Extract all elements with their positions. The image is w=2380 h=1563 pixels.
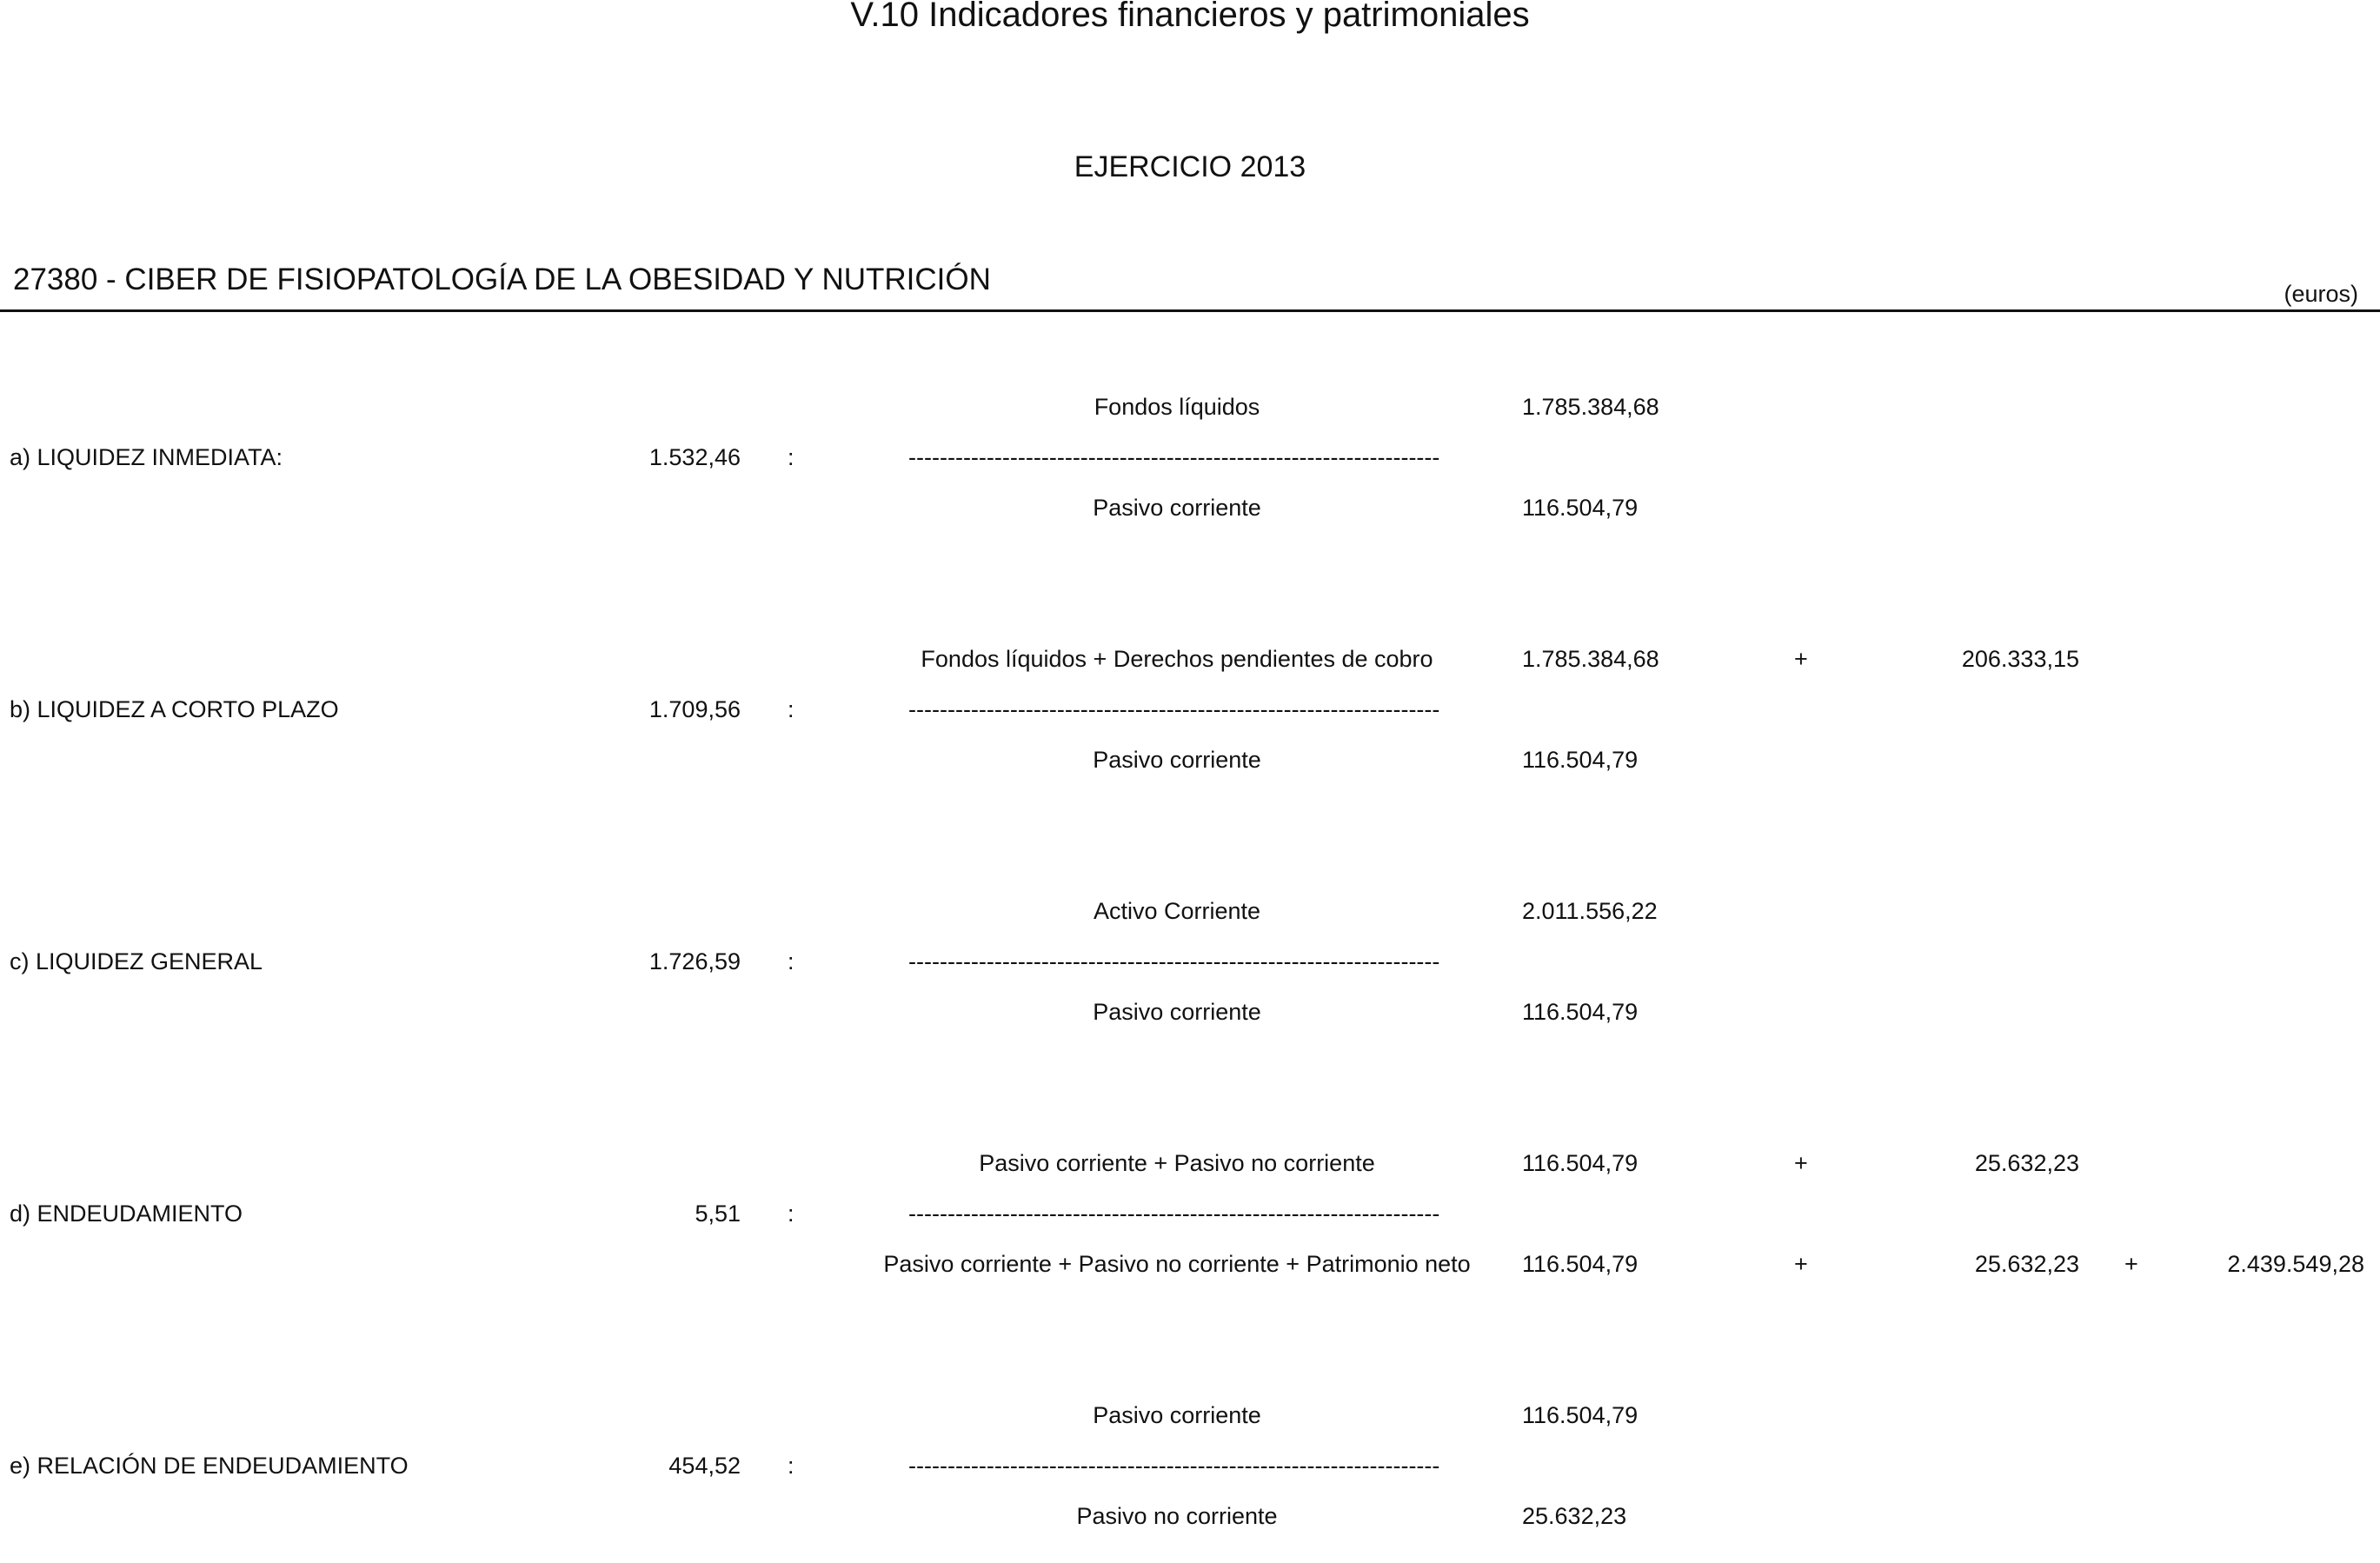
indicator-ratio: 5,51: [695, 1201, 741, 1227]
indicator-label: e) RELACIÓN DE ENDEUDAMIENTO: [10, 1453, 409, 1479]
ratio-colon: :: [788, 1453, 794, 1479]
denominator-value-1: 116.504,79: [1522, 495, 1639, 521]
denominator-operator-2: +: [2124, 1251, 2138, 1277]
indicator-endeudamiento: [0, 1146, 2380, 1311]
denominator-value-1: 116.504,79: [1522, 999, 1639, 1025]
denominator-operator-1: +: [1794, 1251, 1808, 1277]
numerator-row: [0, 642, 2380, 676]
report-title: V.10 Indicadores financieros y patrimoniales: [850, 0, 1530, 34]
denominator-value-1: 116.504,79: [1522, 747, 1639, 773]
numerator-value-1: 2.011.556,22: [1522, 898, 1658, 924]
indicator-label: a) LIQUIDEZ INMEDIATA:: [10, 444, 283, 470]
ratio-row: [0, 1448, 2380, 1483]
ratio-colon: :: [788, 1201, 794, 1227]
numerator-formula: Pasivo corriente + Pasivo no corriente: [979, 1150, 1375, 1176]
numerator-value-2: 206.333,15: [1961, 646, 2079, 672]
numerator-value-1: 116.504,79: [1522, 1150, 1639, 1176]
denominator-formula: Pasivo corriente: [1093, 495, 1261, 521]
denominator-row: [0, 742, 2380, 777]
denominator-value-1: 116.504,79: [1522, 1251, 1639, 1277]
denominator-row: [0, 1247, 2380, 1281]
indicator-ratio: 1.726,59: [648, 948, 741, 974]
numerator-row: [0, 1398, 2380, 1433]
indicator-liquidez-general: [0, 894, 2380, 1059]
units-label: (euros): [2284, 281, 2358, 307]
numerator-row: [0, 1146, 2380, 1181]
denominator-row: [0, 1499, 2380, 1533]
header-divider: [0, 309, 2380, 312]
ratio-colon: :: [788, 948, 794, 974]
numerator-operator-1: +: [1794, 1150, 1808, 1176]
denominator-row: [0, 490, 2380, 525]
numerator-row: [0, 894, 2380, 928]
denominator-value-1: 25.632,23: [1522, 1503, 1627, 1529]
numerator-value-1: 1.785.384,68: [1522, 394, 1659, 420]
fraction-bar: --------------------------------------------------------------------: [908, 696, 1440, 722]
indicator-ratio: 1.709,56: [648, 696, 741, 722]
numerator-value-1: 1.785.384,68: [1522, 646, 1659, 672]
ratio-colon: :: [788, 696, 794, 722]
denominator-row: [0, 994, 2380, 1029]
denominator-value-3: 2.439.549,28: [2227, 1251, 2364, 1277]
numerator-row: [0, 389, 2380, 424]
indicator-label: d) ENDEUDAMIENTO: [10, 1201, 243, 1227]
indicator-ratio: 454,52: [668, 1453, 741, 1479]
ratio-row: [0, 944, 2380, 979]
numerator-formula: Fondos líquidos + Derechos pendientes de cobro: [921, 646, 1433, 672]
denominator-formula: Pasivo corriente: [1093, 999, 1261, 1025]
numerator-value-1: 116.504,79: [1522, 1402, 1639, 1428]
fraction-bar: --------------------------------------------------------------------: [908, 1453, 1440, 1479]
denominator-formula: Pasivo corriente + Pasivo no corriente + Patrimonio neto: [883, 1251, 1471, 1277]
denominator-value-2: 25.632,23: [1974, 1251, 2079, 1277]
numerator-operator-1: +: [1794, 646, 1808, 672]
entity-name: 27380 - CIBER DE FISIOPATOLOGÍA DE LA OBESIDAD Y NUTRICIÓN: [13, 263, 991, 296]
ratio-row: [0, 440, 2380, 475]
indicator-label: c) LIQUIDEZ GENERAL: [10, 948, 263, 974]
numerator-formula: Pasivo corriente: [1093, 1402, 1261, 1428]
ratio-colon: :: [788, 444, 794, 470]
fraction-bar: --------------------------------------------------------------------: [908, 444, 1440, 470]
ratio-row: [0, 692, 2380, 727]
denominator-formula: Pasivo no corriente: [1076, 1503, 1278, 1529]
denominator-formula: Pasivo corriente: [1093, 747, 1261, 773]
numerator-formula: Fondos líquidos: [1094, 394, 1260, 420]
ratio-row: [0, 1196, 2380, 1231]
indicator-relacion-endeudamiento: [0, 1398, 2380, 1563]
numerator-formula: Activo Corriente: [1093, 898, 1261, 924]
indicator-liquidez-inmediata: [0, 389, 2380, 555]
indicator-ratio: 1.532,46: [648, 444, 741, 470]
numerator-value-2: 25.632,23: [1974, 1150, 2079, 1176]
indicator-liquidez-corto-plazo: [0, 642, 2380, 807]
fraction-bar: --------------------------------------------------------------------: [908, 948, 1440, 974]
indicator-label: b) LIQUIDEZ A CORTO PLAZO: [10, 696, 339, 722]
exercise-year: EJERCICIO 2013: [1074, 150, 1306, 183]
fraction-bar: --------------------------------------------------------------------: [908, 1201, 1440, 1227]
